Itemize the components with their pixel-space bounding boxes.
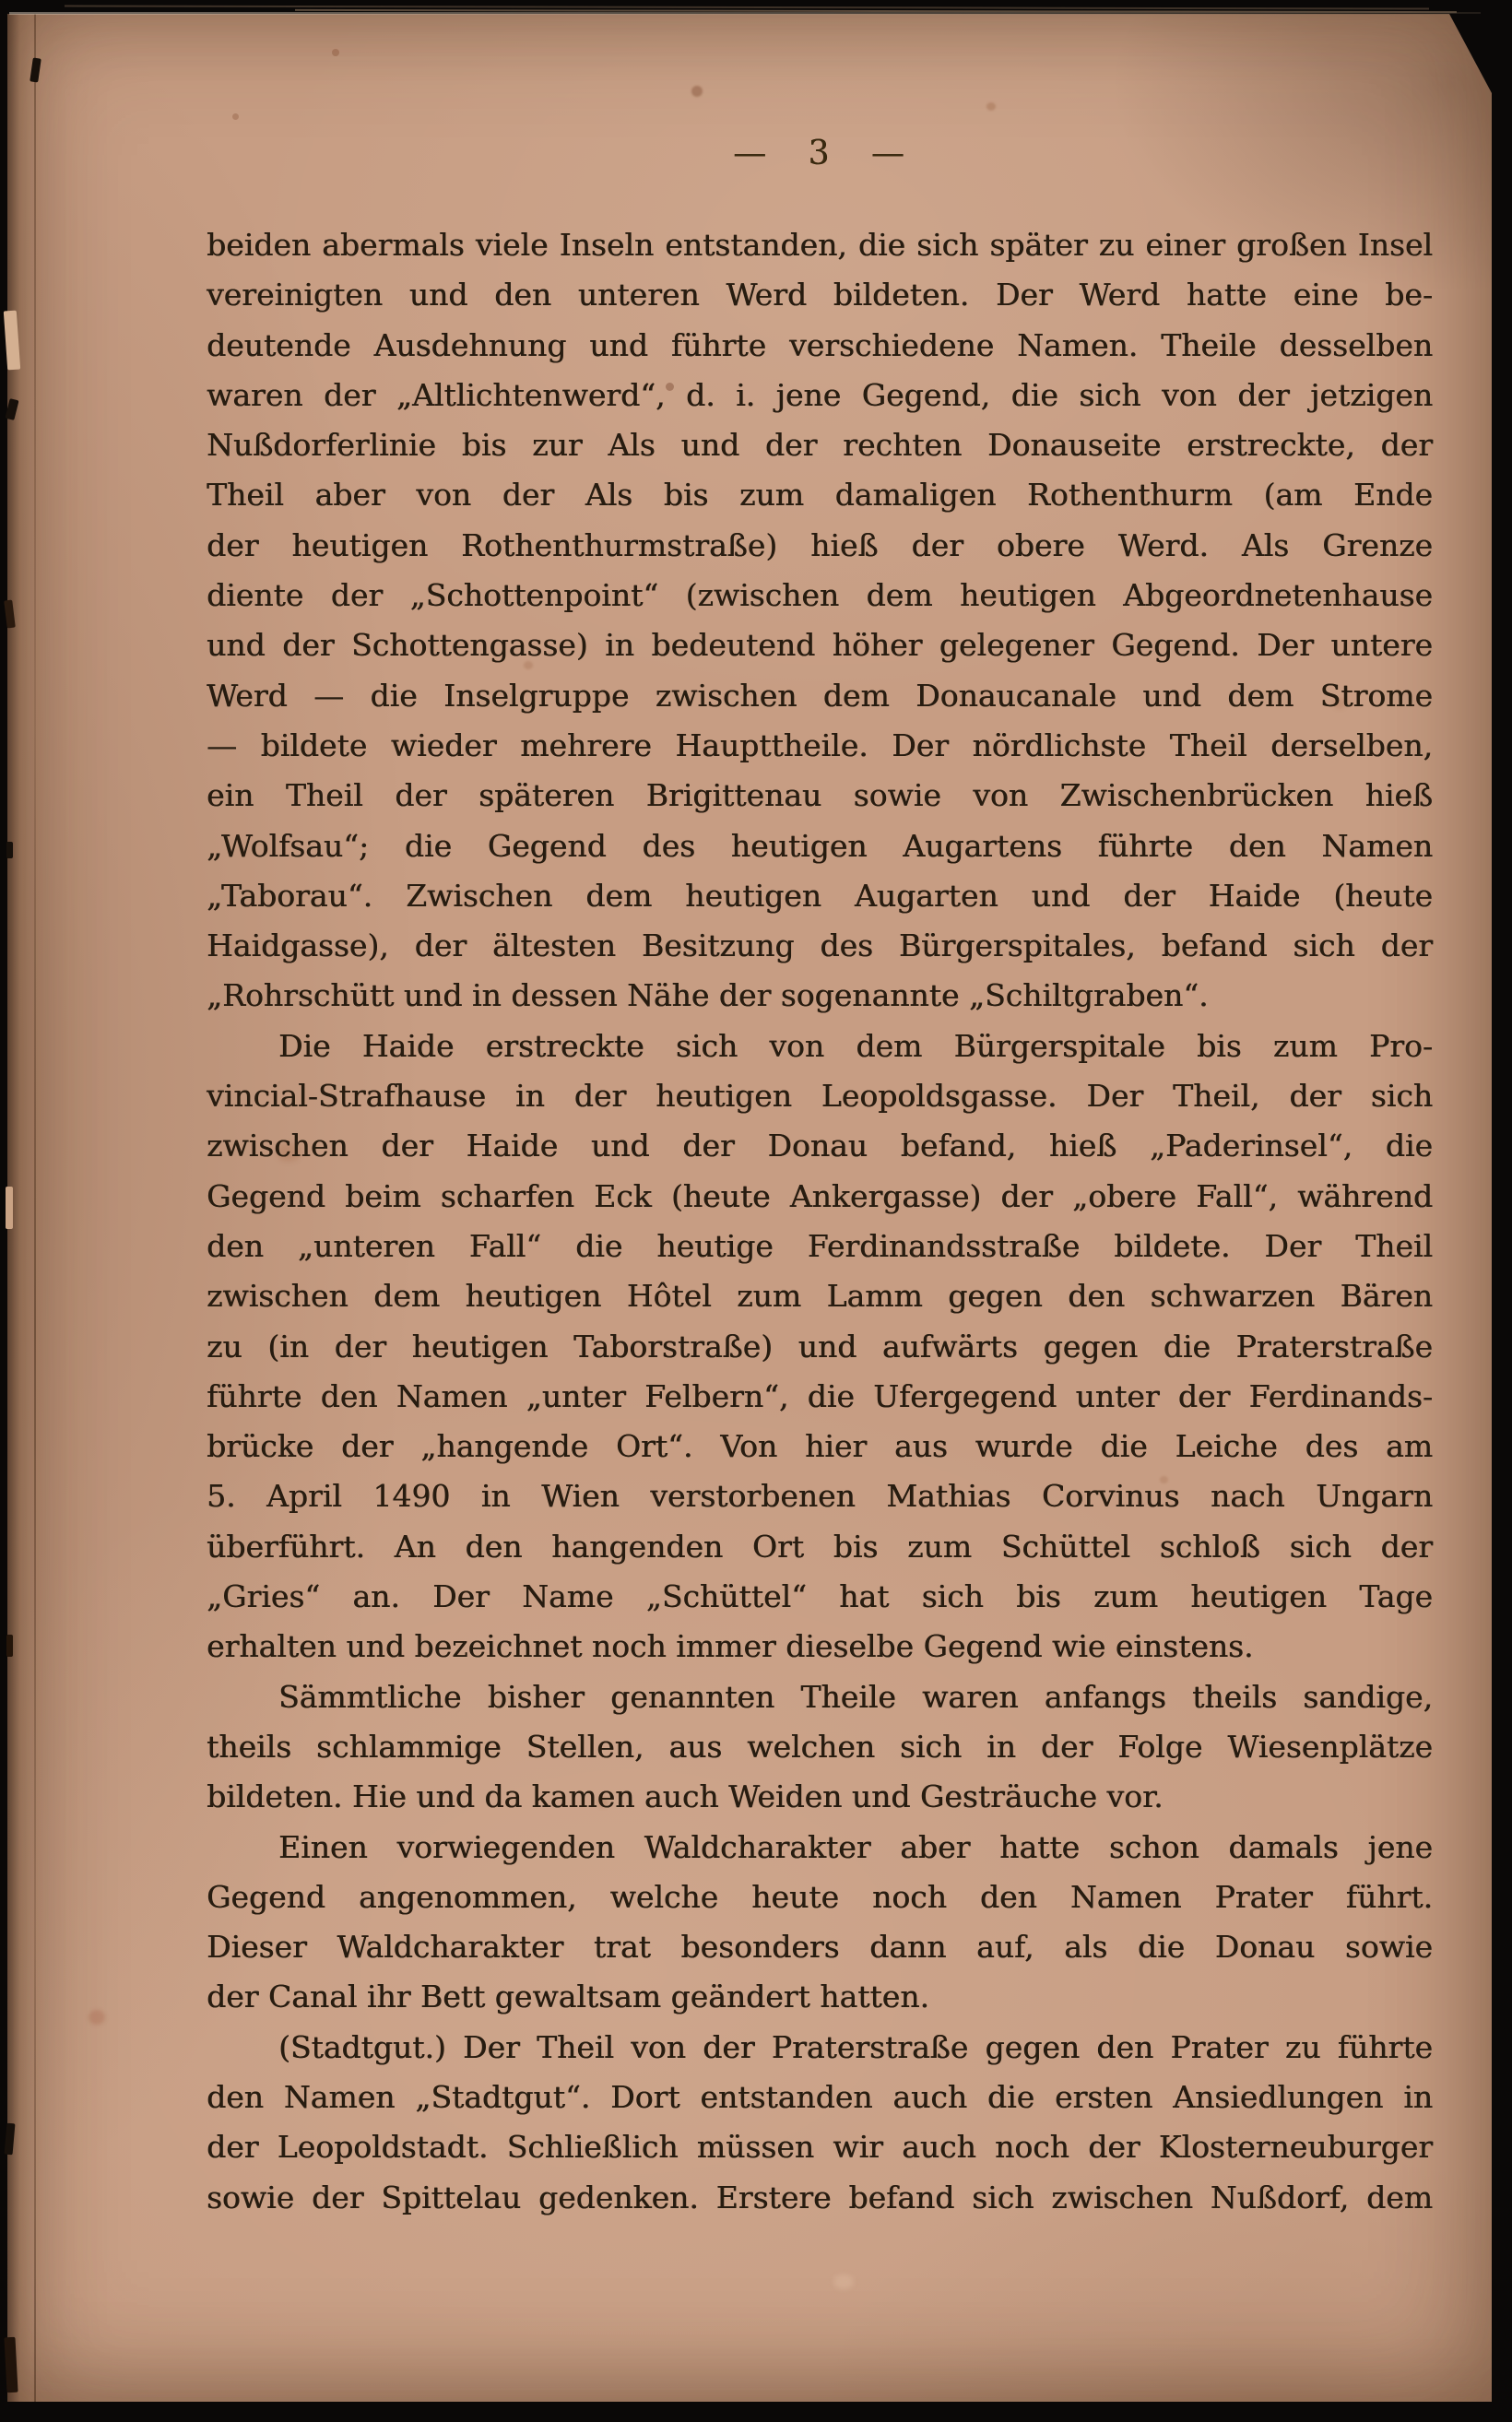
foxing-stain [986,102,996,111]
text-line: den Namen „Stadtgut“. Dort entstanden auch die ersten Ansiedlungen in [207,2078,1433,2115]
text-line: der Leopoldstadt. Schließlich müssen wir auch noch der Klosterneuburger [207,2129,1433,2166]
text-line: Werd — die Inselgruppe zwischen dem Donaucanale und dem Strome [207,677,1433,714]
body-text [207,220,1433,2223]
text-line: theils schlammige Stellen, aus welchen sich in der Folge Wiesenplätze [207,1728,1433,1765]
text-line: vincial-Strafhause in der heutigen Leopoldsgasse. Der Theil, der sich [207,1078,1433,1115]
torn-edge-mark [6,1635,13,1657]
text-line: „Gries“ an. Der Name „Schüttel“ hat sich bis zum heutigen Tage [207,1578,1433,1615]
text-line: der Canal ihr Bett gewaltsam geändert hatten. [207,1979,929,2015]
text-line: 5. April 1490 in Wien verstorbenen Mathias Corvinus nach Ungarn [207,1478,1433,1515]
torn-edge-mark [6,842,13,858]
text-line: Die Haide erstreckte sich von dem Bürgerspitale bis zum Pro- [278,1027,1433,1064]
curled-corner [1449,14,1492,93]
text-line: erhalten und bezeichnet noch immer dieselbe Gegend wie einstens. [207,1628,1254,1665]
text-line: der heutigen Rothenthurmstraße) hieß der obere Werd. Als Grenze [207,526,1433,563]
text-line: Nußdorferlinie bis zur Als und der rechten Donauseite erstreckte, der [207,427,1433,464]
text-line: zwischen dem heutigen Hôtel zum Lamm gegen den schwarzen Bären [207,1278,1433,1315]
text-line: zwischen der Haide und der Donau befand, hieß „Paderinsel“, die [207,1128,1433,1164]
book-page-scan [7,14,1492,2402]
text-line: bildeten. Hie und da kamen auch Weiden und Gesträuche vor. [207,1778,1164,1815]
text-line: sowie der Spittelau gedenken. Erstere befand sich zwischen Nußdorf, dem [207,2179,1433,2215]
foxing-stain [332,49,339,56]
binding-crease [34,14,36,2402]
text-line: Sämmtliche bisher genannten Theile waren anfangs theils sandige, [278,1678,1433,1715]
text-line: führte den Namen „unter Felbern“, die Ufergegend unter der Ferdinands- [207,1377,1433,1414]
text-line: „Wolfsau“; die Gegend des heutigen Augartens führte den Namen [207,827,1433,864]
text-line: „Rohrschütt und in dessen Nähe der sogenannte „Schiltgraben“. [207,977,1209,1014]
text-line: Haidgasse), der ältesten Besitzung des Bürgerspitales, befand sich der [207,927,1433,964]
text-line: Theil aber von der Als bis zum damaligen Rothenthurm (am Ende [207,477,1433,514]
text-line: ein Theil der späteren Brigittenau sowie von Zwischenbrücken hieß [207,777,1433,814]
text-line: überführt. An den hangenden Ort bis zum Schüttel schloß sich der [207,1528,1433,1565]
text-line: Einen vorwiegenden Waldcharakter aber hatte schon damals jene [278,1828,1433,1865]
text-line: vereinigten und den unteren Werd bildeten. Der Werd hatte eine be- [207,277,1433,313]
text-line: „Taborau“. Zwischen dem heutigen Augarten und der Haide (heute [207,877,1433,914]
text-line: — bildete wieder mehrere Haupttheile. Der nördlichste Theil derselben, [207,727,1433,763]
text-line: Gegend beim scharfen Eck (heute Ankergasse) der „obere Fall“, während [207,1177,1433,1214]
page-number: — 3 — [733,135,906,172]
text-line: den „unteren Fall“ die heutige Ferdinandsstraße bildete. Der Theil [207,1227,1433,1264]
text-line: (Stadtgut.) Der Theil von der Praterstraße gegen den Prater zu führte [278,2028,1433,2065]
foxing-stain [691,86,703,97]
foxing-stain [232,113,239,120]
text-line: beiden abermals viele Inseln entstanden, die sich später zu einer großen Insel [207,227,1433,263]
text-line: waren der „Altlichtenwerd“, d. i. jene Gegend, die sich von der jetzigen [207,376,1433,413]
page-top-edge-highlight [9,12,1481,15]
text-line: deutende Ausdehnung und führte verschiedene Namen. Theile desselben [207,326,1433,363]
text-line: und der Schottengasse) in bedeutend höher gelegener Gegend. Der untere [207,627,1433,664]
torn-edge-mark [6,1187,13,1229]
text-line: Dieser Waldcharakter trat besonders dann auf, als die Donau sowie [207,1929,1433,1966]
text-line: diente der „Schottenpoint“ (zwischen dem heutigen Abgeordnetenhause [207,577,1433,614]
text-line: brücke der „hangende Ort“. Von hier aus wurde die Leiche des am [207,1428,1433,1465]
foxing-stain [89,2010,105,2025]
foxing-stain [833,2274,854,2289]
text-line: zu (in der heutigen Taborstraße) und aufwärts gegen die Praterstraße [207,1328,1433,1365]
text-line: Gegend angenommen, welche heute noch den Namen Prater führt. [207,1878,1433,1915]
